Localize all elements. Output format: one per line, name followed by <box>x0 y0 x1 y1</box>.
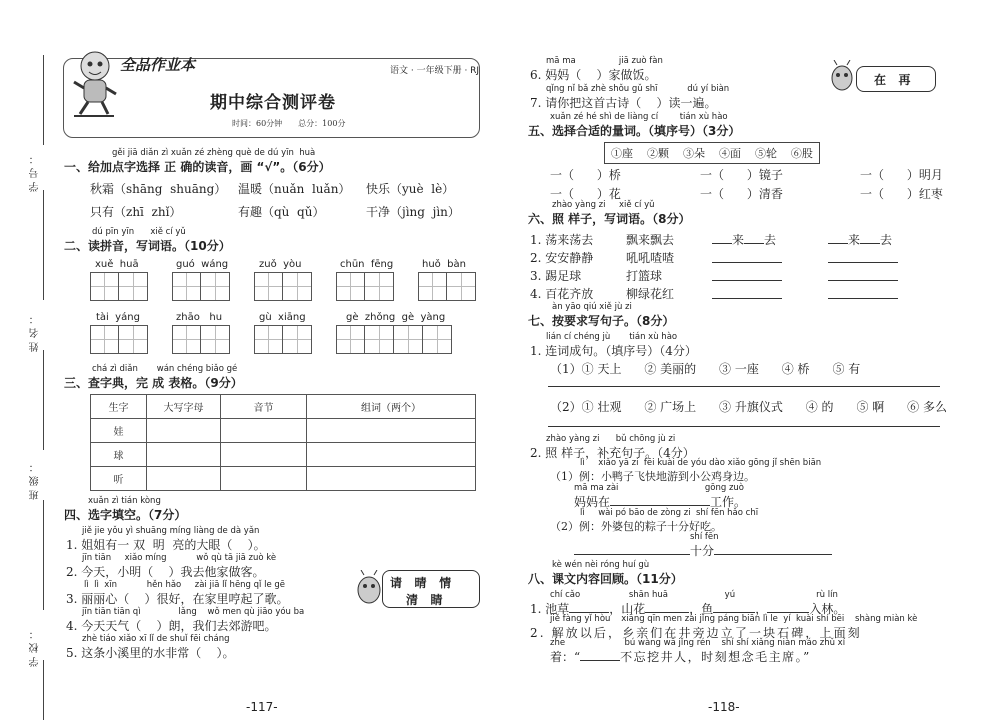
s1-title: 一、给加点字选择 正 确的读音，画 “√”。（6分） <box>64 160 331 174</box>
s1-item: 温暖（nuǎn luǎn） <box>238 182 351 196</box>
s6-title: 六、照 样子，写词语。（8分） <box>528 212 691 226</box>
s6-answer-row[interactable] <box>828 231 892 248</box>
s6-example: 2. 安安静静 <box>530 251 594 265</box>
series-label: 语文 · 一年级下册 · RJ <box>390 66 480 76</box>
s7-sub1: 1. 连词成句。（填序号）（4分） <box>530 344 697 358</box>
fill1-b: 工作。 <box>710 495 747 509</box>
s6-example: 打篮球 <box>626 269 663 283</box>
writing-grid[interactable] <box>172 325 230 354</box>
binding-line-2 <box>43 190 44 300</box>
writing-grid[interactable] <box>90 272 148 301</box>
qu-char: 去 <box>880 233 893 247</box>
binding-label-school: 学校： <box>30 625 41 667</box>
binding-label-xuehao: 学号： <box>30 150 41 192</box>
answer-line[interactable] <box>548 426 940 427</box>
s5-title: 五、选择合适的量词。（填序号）（3分） <box>528 124 741 138</box>
s5-item: 一（ ）镜子 <box>700 168 783 182</box>
table-header: 音节 <box>221 395 307 419</box>
s6-answer-row[interactable] <box>712 231 776 248</box>
page-number-left: -117- <box>246 700 278 714</box>
lai-char: 来 <box>848 233 861 247</box>
binding-line-1 <box>43 55 44 145</box>
grid-pinyin: tài yáng <box>96 312 140 323</box>
l1-part: 入林。 <box>809 602 846 616</box>
r-line: 7. 请你把这首古诗（ ）读一遍。 <box>530 96 717 110</box>
grid-pinyin: guó wáng <box>176 259 229 270</box>
s5-item: 一（ ）清香 <box>700 187 783 201</box>
s4-line-pinyin: jīn tiān xiǎo míng wǒ qù tā jiā zuò kè <box>82 553 277 563</box>
s3-title: 三、查字典，完 成 表格。（9分） <box>64 376 243 390</box>
table-cell[interactable] <box>307 419 476 443</box>
r-line: 6. 妈妈（ ）家做饭。 <box>530 68 657 82</box>
qu-char: 去 <box>764 233 777 247</box>
s8-l2: 2. 解放以后，乡亲们在井旁边立了一块石碑，上面刻 <box>530 626 862 640</box>
s7-sub2: 2. 照 样子，补充句子。（4分） <box>530 446 695 460</box>
table-char: 球 <box>91 443 147 467</box>
s2-title: 二、读拼音，写词语。（10分） <box>64 239 231 253</box>
s4-line-pinyin: jīn tiān tiān qì lǎng wǒ men qù jiāo yóu ba <box>82 607 305 617</box>
s5-item: 一（ ）花 <box>550 187 621 201</box>
measure-word-options: ①座 ②颗 ③朵 ④面 ⑤轮 ⑥股 <box>604 142 820 164</box>
exam-meta: 时间：60分钟 总分：100分 <box>232 119 346 128</box>
grid-pinyin: huǒ bàn <box>422 259 466 270</box>
l1-part: ， <box>755 602 768 616</box>
writing-grid[interactable] <box>254 272 312 301</box>
bug-icon <box>826 60 858 96</box>
writing-grid[interactable] <box>418 272 476 301</box>
s1-item: 快乐（yuè lè） <box>366 182 455 196</box>
table-char: 听 <box>91 467 147 491</box>
bug-icon <box>352 570 386 610</box>
s6-example: 吼吼喳喳 <box>626 251 675 265</box>
s4-line: 5. 这条小溪里的水非常（ ）。 <box>66 646 235 660</box>
table-cell[interactable] <box>221 467 307 491</box>
word-bank-row: 清 睛 <box>406 593 443 607</box>
lai-char: 来 <box>732 233 745 247</box>
grid-pinyin: gù xiāng <box>259 312 306 323</box>
answer-line[interactable] <box>828 280 898 281</box>
s4-line-pinyin: zhè tiáo xiǎo xī lǐ de shuǐ fēi cháng <box>82 634 230 644</box>
s7-l1: （1）① 天上 ② 美丽的 ③ 一座 ④ 桥 ⑤ 有 <box>550 362 861 376</box>
table-cell[interactable] <box>307 443 476 467</box>
answer-line[interactable] <box>712 298 782 299</box>
page-title: 期中综合测评卷 <box>210 93 336 113</box>
binding-line-4 <box>43 500 44 610</box>
s1-item: 秋霜（shāng shuāng） <box>90 182 227 196</box>
writing-grid[interactable] <box>254 325 312 354</box>
s8-l2-pinyin: jiě fàng yǐ hòu xiāng qīn men zài jǐng páng biān lì le yí kuài shí bēi shàng miàn kè <box>550 614 918 624</box>
s5-item: 一（ ）红枣 <box>860 187 943 201</box>
s4-line-pinyin: jiě jie yǒu yì shuāng míng liàng de dà yǎn <box>82 526 260 536</box>
table-header: 大写字母 <box>147 395 221 419</box>
s7-sub2-pinyin: zhào yàng zi bǔ chōng jù zi <box>546 434 676 444</box>
writing-grid[interactable] <box>336 325 452 354</box>
grid-pinyin: gè zhǒng gè yàng <box>346 312 446 323</box>
word-bank-row: 请 晴 情 <box>390 576 452 590</box>
answer-line[interactable] <box>828 262 898 263</box>
l3-b: 不忘挖井人，时刻想念毛主席。” <box>620 650 811 664</box>
s4-title: 四、选字填空。（7分） <box>64 508 187 522</box>
s7-fill2-pinyin: shí fēn <box>690 532 719 542</box>
writing-grid[interactable] <box>172 272 230 301</box>
s4-line-pinyin: lì lì xīn hěn hǎo zài jiā lǐ hēng qǐ le gē <box>84 580 286 590</box>
s3-pinyin: chá zì diǎn wán chéng biǎo gé <box>92 364 238 374</box>
s5-item: 一（ ）明月 <box>860 168 943 182</box>
s2-pinyin: dú pīn yīn xiě cí yǔ <box>92 227 186 237</box>
writing-grid[interactable] <box>90 325 148 354</box>
binding-line-5 <box>43 660 44 720</box>
grid-pinyin: xuě huā <box>95 259 139 270</box>
s7-fill1-pinyin: mā ma zài gōng zuò <box>574 483 745 493</box>
s4-line: 2. 今天，小明（ ）我去他家做客。 <box>66 565 265 579</box>
s4-pinyin: xuǎn zì tián kòng <box>88 496 161 506</box>
s5-pinyin: xuǎn zé hé shì de liàng cí tián xù hào <box>550 112 728 122</box>
l1-part: 1. 池草 <box>530 602 570 616</box>
brand-logo: 全品作业本 <box>120 56 196 74</box>
s6-pinyin: zhào yàng zi xiě cí yǔ <box>552 200 655 210</box>
dictionary-table <box>90 394 476 491</box>
grid-pinyin: zhāo hu <box>176 312 223 323</box>
s7-title: 七、按要求写句子。（8分） <box>528 314 675 328</box>
answer-line[interactable] <box>712 262 782 263</box>
table-header: 生字 <box>91 395 147 419</box>
fill2-label: 十分 <box>690 544 715 558</box>
s1-pinyin: gěi jiā diǎn zì xuǎn zé zhèng què de dú yīn huà <box>112 148 316 158</box>
binding-line-3 <box>43 350 44 450</box>
table-cell[interactable] <box>147 467 221 491</box>
grid-pinyin: chūn fēng <box>340 259 394 270</box>
table-char: 娃 <box>91 419 147 443</box>
table-cell[interactable] <box>221 443 307 467</box>
s7-sub1-pinyin: lián cí chéng jù tián xù hào <box>546 332 678 342</box>
answer-line[interactable] <box>712 280 782 281</box>
s6-example: 柳绿花红 <box>626 287 675 301</box>
s7-fill2[interactable] <box>574 542 832 559</box>
s7-ex2: （2）例：外婆包的粽子十分好吃。 <box>550 520 722 533</box>
s1-item: 有趣（qù qǔ） <box>238 205 325 219</box>
s1-item: 只有（zhī zhǐ） <box>90 205 182 219</box>
s7-l2: （2）① 壮观 ② 广场上 ③ 升旗仪式 ④ 的 ⑤ 啊 ⑥ 多么 <box>550 400 947 414</box>
table-header: 组词（两个） <box>307 395 476 419</box>
s7-ex1: （1）例：小鸭子飞快地游到小公鸡身边。 <box>550 470 755 483</box>
table-cell[interactable] <box>147 443 221 467</box>
s4-line: 3. 丽丽心（ ）很好，在家里哼起了歌。 <box>66 592 289 606</box>
fill1-a: 妈妈在 <box>574 495 611 509</box>
l3-a: 着：“ <box>550 650 581 664</box>
s6-example: 4. 百花齐放 <box>530 287 594 301</box>
grid-pinyin: zuǒ yòu <box>259 259 302 270</box>
s4-line: 1. 姐姐有一 双 明 亮的大眼（ ）。 <box>66 538 266 552</box>
answer-line[interactable] <box>548 386 940 387</box>
mascot-icon <box>70 48 120 120</box>
s8-l1-pinyin: chí cǎo shān huā yú rù lín <box>550 590 838 600</box>
l1-part: ，鱼 <box>689 602 714 616</box>
writing-grid[interactable] <box>336 272 394 301</box>
s4-line: 4. 今天天气（ ）朗，我们去郊游吧。 <box>66 619 277 633</box>
s5-item: 一（ ）桥 <box>550 168 621 182</box>
binding-label-class: 班级： <box>30 458 41 500</box>
s8-title: 八、课文内容回顾。（11分） <box>528 572 683 586</box>
s8-l3-pinyin: zhe bú wàng wā jǐng rén shí shí xiǎng niàn máo zhǔ xí <box>550 638 846 648</box>
r-line-pinyin: qǐng nǐ bǎ zhè shǒu gǔ shī dú yí biàn <box>546 84 730 94</box>
table-cell[interactable] <box>221 419 307 443</box>
s6-example: 1. 荡来荡去 <box>530 233 594 247</box>
s7-ex2-pinyin: lì wài pó bāo de zòng zi shí fēn hǎo chī <box>580 508 759 518</box>
table-cell[interactable] <box>147 419 221 443</box>
s8-pinyin: kè wén nèi róng huí gù <box>552 560 650 570</box>
s6-example: 3. 踢足球 <box>530 269 582 283</box>
word-bank-row: 在 再 <box>874 73 911 87</box>
s7-pinyin: àn yāo qiú xiě jù zi <box>552 302 632 312</box>
s7-ex1-pinyin: lì xiǎo yā zi fēi kuài de yóu dào xiǎo gōng jǐ shēn biān <box>580 458 822 468</box>
r-line-pinyin: mā ma jiā zuò fàn <box>546 56 663 66</box>
binding-label-name: 姓名： <box>30 310 41 352</box>
s6-example: 飘来飘去 <box>626 233 675 247</box>
s8-l3[interactable] <box>550 648 811 665</box>
table-cell[interactable] <box>307 467 476 491</box>
answer-line[interactable] <box>828 298 898 299</box>
l1-part: ，山花 <box>609 602 646 616</box>
s1-item: 干净（jìng jìn） <box>366 205 460 219</box>
page-number-right: -118- <box>708 700 740 714</box>
